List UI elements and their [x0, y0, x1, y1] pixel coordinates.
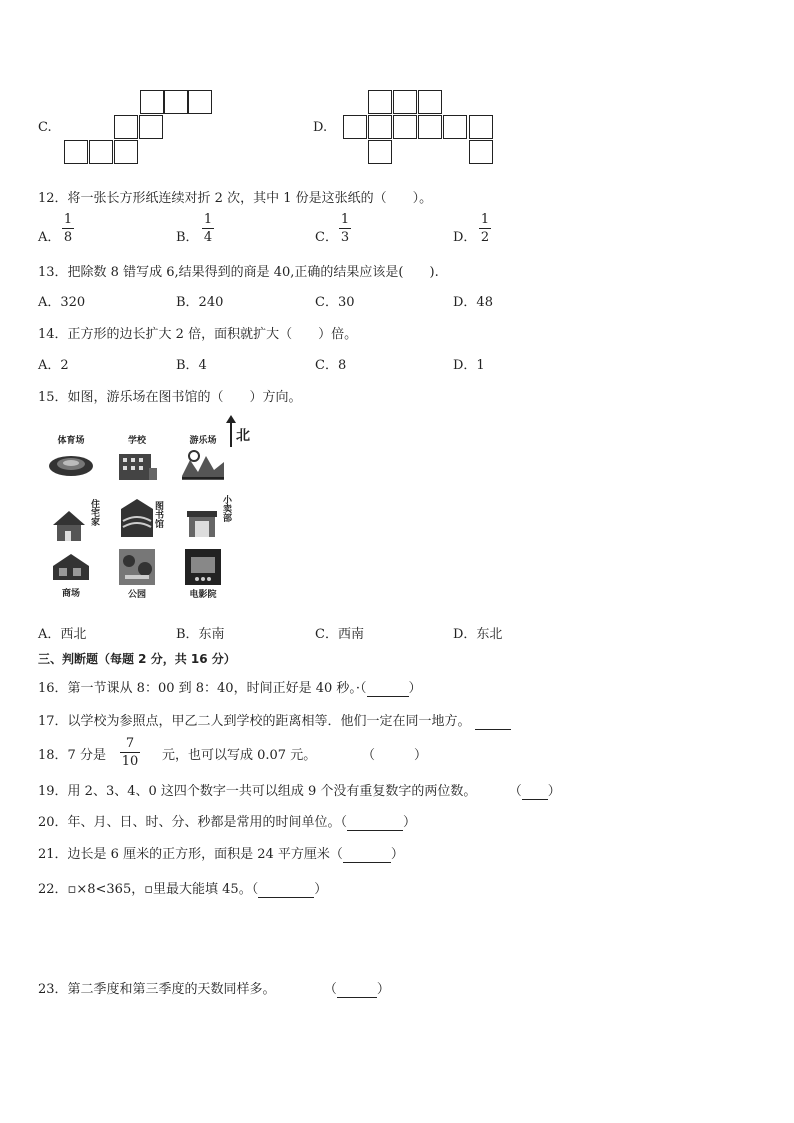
q11-net-c	[64, 90, 224, 166]
q23-open: （	[323, 982, 337, 997]
stadium-icon	[46, 446, 96, 480]
map-cinema: 电影院	[174, 547, 232, 605]
q14-option-d: D．1	[453, 358, 485, 373]
q16-answer-blank[interactable]	[367, 681, 409, 697]
map-library-label: 图书馆	[153, 501, 163, 528]
map-amusement-park: 游乐场	[174, 433, 232, 491]
q14-option-a: A．2	[38, 358, 69, 373]
q14-option-b: B．4	[176, 358, 207, 373]
q21-close: ）	[390, 847, 404, 862]
q23-close: ）	[376, 982, 390, 997]
park-icon	[117, 547, 157, 587]
q21	[38, 843, 404, 863]
q18	[38, 736, 478, 776]
q13-text: 13．把除数 8 错写成 6,结果得到的商是 40,正确的结果应该是( ).	[38, 265, 439, 280]
q14-option-c: C．8	[315, 358, 347, 373]
q13-option-a: A．320	[38, 295, 86, 310]
q16-text: 16．第一节课从 8：00 到 8：40，时间正好是 40 秒。·（	[38, 681, 367, 696]
q22-text: 22．▫×8<365，▫里最大能填 45。（	[38, 882, 259, 897]
q22	[38, 878, 327, 898]
q15-option-d: D．东北	[453, 627, 503, 642]
q19	[38, 780, 561, 800]
q13-option-d: D．48	[453, 295, 493, 310]
map-mall: 商场	[42, 550, 100, 608]
q17-text: 17．以学校为参照点，甲乙二人到学校的距离相等．他们一定在同一地方。	[38, 714, 471, 729]
q16-close: ）	[408, 681, 422, 696]
q11-net-d	[343, 90, 503, 168]
q18-fraction: 7 10	[121, 736, 139, 769]
q20	[38, 811, 416, 831]
q21-answer-blank[interactable]	[343, 847, 391, 863]
q18-answer-paren[interactable]: （ ）	[362, 748, 428, 763]
q15-option-b: B．东南	[176, 627, 225, 642]
q22-answer-blank[interactable]	[258, 882, 314, 898]
q11-option-d-label: D.	[313, 120, 328, 135]
q23-answer-blank[interactable]	[337, 982, 377, 998]
school-building-icon	[115, 446, 159, 482]
q20-answer-blank[interactable]	[347, 815, 403, 831]
q19-open: （	[508, 784, 522, 799]
q18-post: 元，也可以写成 0.07 元。	[162, 748, 317, 763]
q20-text: 20．年、月、日、时、分、秒都是常用的时间单位。（	[38, 815, 348, 830]
q15-map	[40, 415, 260, 605]
q11-option-c-label: C.	[38, 120, 52, 135]
mall-icon	[49, 550, 93, 586]
q12-text: 12．将一张长方形纸连续对折 2 次，其中 1 份是这张纸的（ ）。	[38, 191, 433, 206]
q13-option-b: B．240	[176, 295, 224, 310]
north-label: 北	[236, 428, 250, 444]
q22-close: ）	[314, 882, 328, 897]
house-icon	[49, 505, 93, 545]
q19-close: ）	[547, 784, 561, 799]
q17	[38, 710, 511, 730]
q23	[38, 978, 390, 998]
q15-option-c: C．西南	[315, 627, 364, 642]
map-park: 公园	[108, 547, 166, 605]
q15-text: 15．如图，游乐场在图书馆的（ ）方向。	[38, 390, 302, 405]
q18-pre: 18．7 分是	[38, 748, 106, 763]
map-gym: 体育场	[42, 433, 100, 491]
q19-text: 19．用 2、3、4、0 这四个数字一共可以组成 9 个没有重复数字的两位数。	[38, 784, 477, 799]
amusement-park-icon	[180, 446, 226, 482]
q16	[38, 677, 422, 697]
cinema-icon	[183, 547, 223, 587]
q15-option-a: A．西北	[38, 627, 87, 642]
map-home-label: 住宅家	[89, 499, 99, 526]
q19-answer-blank[interactable]	[522, 784, 548, 800]
shop-icon	[183, 503, 223, 543]
q23-text: 23．第二季度和第三季度的天数同样多。	[38, 982, 276, 997]
map-shop-label: 小卖部	[221, 495, 231, 522]
q21-text: 21．边长是 6 厘米的正方形，面积是 24 平方厘米（	[38, 847, 343, 862]
q17-answer-blank[interactable]	[475, 714, 511, 730]
q14-text: 14．正方形的边长扩大 2 倍，面积就扩大（ ）倍。	[38, 327, 358, 342]
section-3-title: 三、判断题（每题 2 分，共 16 分）	[38, 652, 236, 666]
q20-close: ）	[403, 815, 417, 830]
q13-option-c: C．30	[315, 295, 355, 310]
north-arrowhead-icon	[226, 415, 236, 423]
map-school: 学校	[108, 433, 166, 491]
